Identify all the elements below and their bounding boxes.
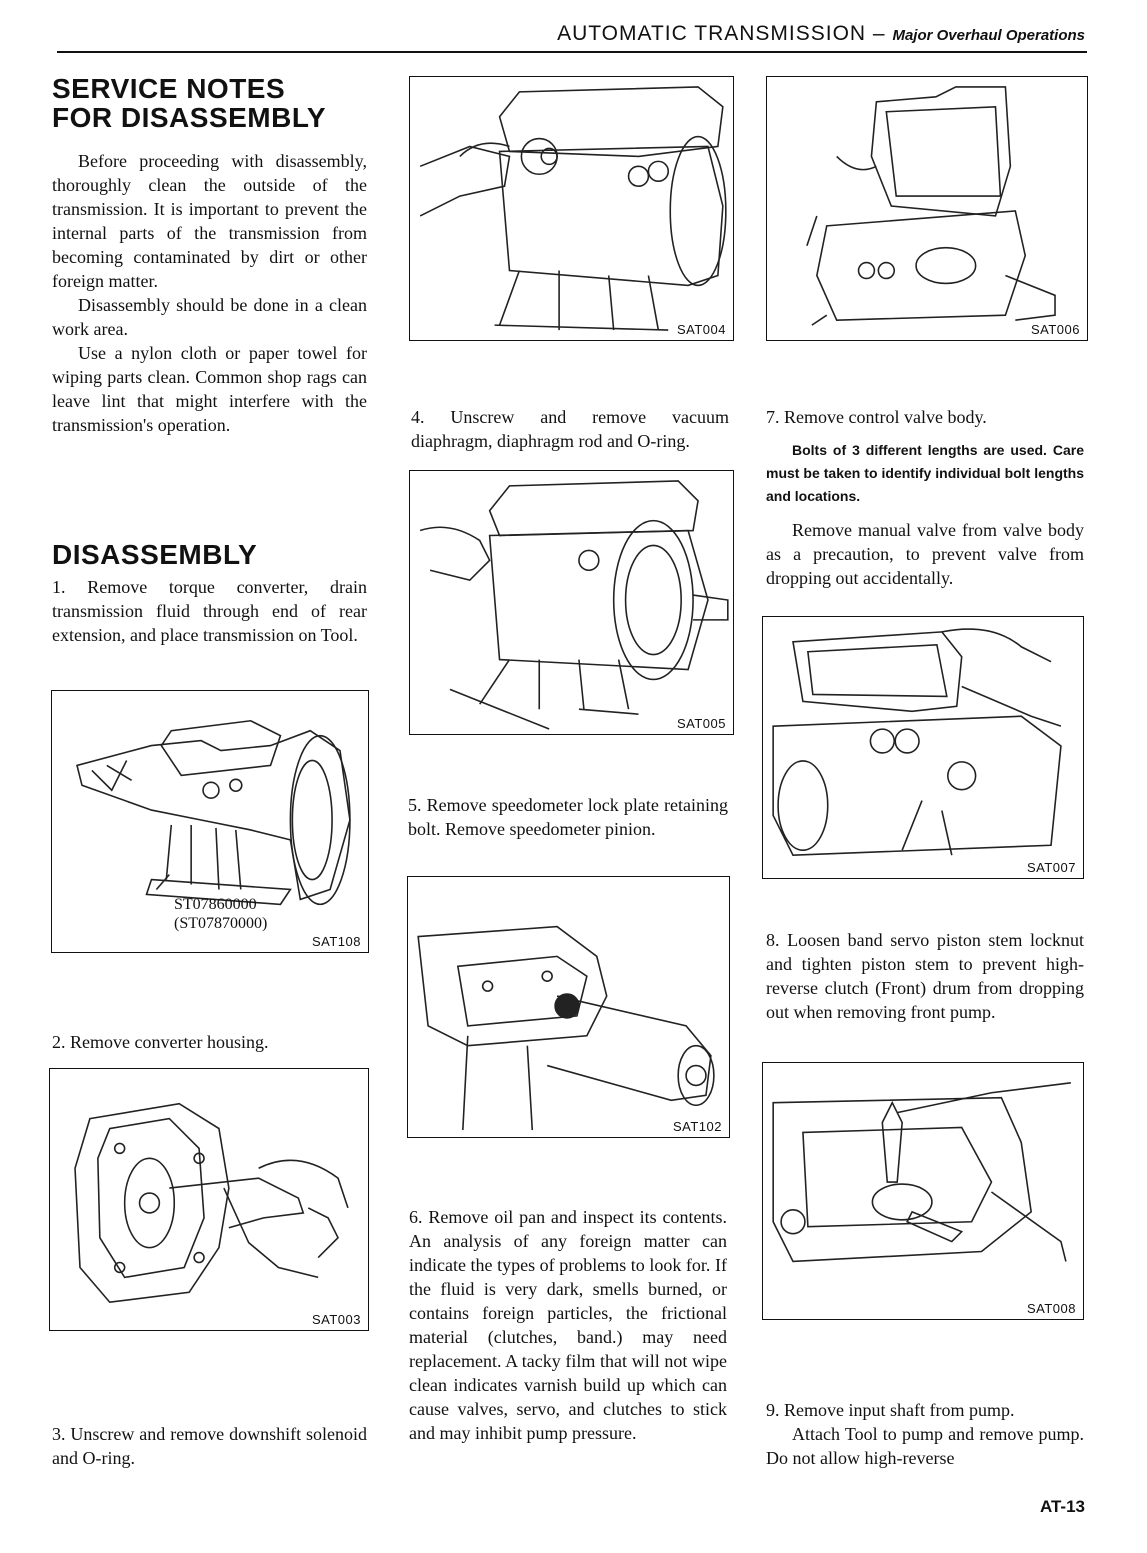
step-2-text: 2. Remove converter housing.	[52, 1032, 269, 1052]
figure-sat008	[762, 1062, 1084, 1320]
step-4	[411, 405, 729, 453]
figure-code: SAT008	[1026, 1301, 1076, 1316]
header-subtitle: Major Overhaul Operations	[892, 27, 1085, 44]
service-notes-para-2: Disassembly should be done in a clean work area.	[52, 295, 367, 339]
step-6	[409, 1205, 727, 1445]
header-separator: –	[866, 22, 893, 45]
step-5-text: 5. Remove speedometer lock plate retaining bolt. Remove speedometer pinion.	[408, 795, 728, 839]
step-2	[52, 1030, 367, 1054]
tool-number-primary: ST07860000	[174, 896, 257, 913]
figure-code: SAT005	[676, 716, 726, 731]
step-9-extra: Attach Tool to pump and remove pump. Do not allow high-reverse	[766, 1424, 1084, 1468]
page-number: AT-13	[1039, 1497, 1085, 1516]
step-9-text: 9. Remove input shaft from pump.	[766, 1400, 1015, 1420]
service-notes-heading-1: SERVICE NOTES	[52, 73, 286, 104]
step-3	[52, 1422, 367, 1470]
figure-code: SAT003	[311, 1312, 361, 1327]
figure-sat005	[409, 470, 734, 735]
piston-stem-adjustment-illustration	[763, 1063, 1083, 1319]
figure-sat108	[51, 690, 369, 953]
header-title: AUTOMATIC TRANSMISSION	[557, 22, 867, 45]
service-notes-para-1: Before proceeding with disassembly, thoroughly clean the outside of the transmission. It is important to prevent the internal parts of the transmission from becoming contaminated by dirt or other foreign matter.	[52, 151, 367, 291]
step-4-text: 4. Unscrew and remove vacuum diaphragm, diaphragm rod and O-ring.	[411, 407, 729, 451]
figure-sat007	[762, 616, 1084, 879]
figure-code: SAT006	[1030, 322, 1080, 337]
page-header	[60, 22, 1085, 46]
service-notes-section	[52, 74, 367, 437]
disassembly-section	[52, 540, 367, 647]
figure-code: SAT108	[311, 934, 361, 949]
step-5	[408, 793, 728, 841]
figure-sat006	[766, 76, 1088, 341]
disassembly-heading: DISASSEMBLY	[52, 539, 258, 570]
step-7	[766, 405, 1084, 590]
figure-sat003	[49, 1068, 369, 1331]
step-7-extra: Remove manual valve from valve body as a precaution, to prevent valve from dropping out accidentally.	[766, 520, 1084, 588]
figure-code: SAT004	[676, 322, 726, 337]
step-8-text: 8. Loosen band servo piston stem locknut and tighten piston stem to prevent high-reverse clutch (Front) drum from dropping out when removing front pump.	[766, 930, 1084, 1022]
step-6-text: 6. Remove oil pan and inspect its contents. An analysis of any foreign matter can indicate the types of problems to look for. If the fluid is very dark, smells burned, or contains foreign particles, the frictional material (clutches, band.) may need replacement. A tacky film that will not wipe clean indicates varnish build up which can cause valves, servo, and clutches to stick and may inhibit pump pressure.	[409, 1207, 727, 1443]
figure-sat102	[407, 876, 730, 1138]
step-3-text: 3. Unscrew and remove downshift solenoid and O-ring.	[52, 1424, 367, 1468]
figure-code: SAT102	[672, 1119, 722, 1134]
control-valve-body-illustration	[763, 617, 1083, 878]
rear-extension-illustration	[408, 877, 729, 1137]
step-8	[766, 928, 1084, 1024]
service-notes-para-3: Use a nylon cloth or paper towel for wiping parts clean. Common shop rags can leave lint that might interfere with the transmission's operation.	[52, 343, 367, 435]
service-notes-heading-2: FOR DISASSEMBLY	[52, 102, 327, 133]
figure-sat004	[409, 76, 734, 341]
step-7-caution-note: Bolts of 3 different lengths are used. Care must be taken to identify individual bolt lengths and locations.	[766, 442, 1084, 504]
step-9	[766, 1398, 1084, 1470]
figure-code: SAT007	[1026, 860, 1076, 875]
speedometer-removal-illustration	[410, 471, 733, 734]
oil-pan-removal-illustration	[767, 77, 1087, 340]
tool-number-alternate: (ST07870000)	[174, 915, 268, 932]
converter-housing-removal-illustration	[50, 1069, 368, 1330]
vacuum-diaphragm-removal-illustration	[410, 77, 733, 340]
step-1-text: 1. Remove torque converter, drain transmission fluid through end of rear extension, and place transmission on Tool.	[52, 577, 367, 645]
step-7-text: 7. Remove control valve body.	[766, 407, 987, 427]
header-rule	[57, 51, 1087, 53]
